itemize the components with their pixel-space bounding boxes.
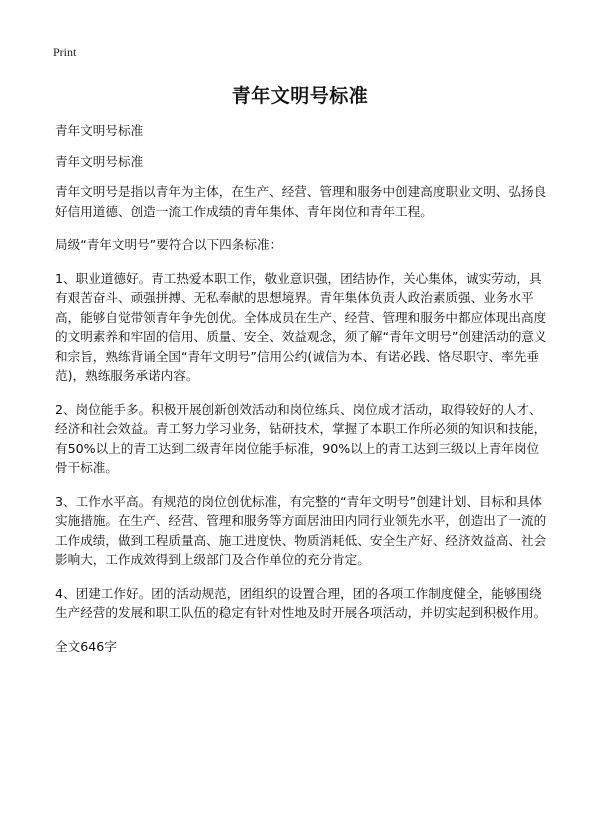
paragraph-subtitle-2: 青年文明号标准 [55,153,144,169]
paragraph-standard-4: 4、团建工作好。团的活动规范，团组织的设置合理，团的各项工作制度健全，能够围绕生产经营的发展和职工队伍的稳定有针对性地及时开展各项活动，并切实起到积极作用。 [55,585,547,620]
paragraph-standard-3: 3、工作水平高。有规范的岗位创优标准，有完整的“青年文明号”创建计划、目标和具体实施措施。在生产、经营、管理和服务等方面居油田内同行业领先水平，创造出了一流的工作成绩，做到工程质量高、施工进度快、物质消耗低、安全生产好、经济效益高、社会影响大，工作成效得到上级部门及合作单位的充分肯定。 [55,493,547,567]
paragraph-subtitle-1: 青年文明号标准 [55,123,144,138]
paragraph-standard-1: 1、职业道德好。青工热爱本职工作，敬业意识强，团结协作，关心集体，诚实劳动，具有艰苦奋斗、顽强拼搏、无私奉献的思想境界。青年集体负责人政治素质强、业务水平高，能够自觉带领青年争先创优。全体成员在生产、经营、管理和服务中都应体现出高度的文明素养和牢固的信用、质量、安全、效益观念，须了解“青年文明号”创建活动的意义和宗旨，熟练背诵全国“青年文明号”信用公约(诚信为本、有诺必践、恪尽职守、率先垂范)，熟练服务承诺内容。 [55,270,547,383]
document-title: 青年文明号标准 [231,85,369,107]
document-body [55,121,551,670]
paragraph-standard-2: 2、岗位能手多。积极开展创新创效活动和岗位练兵、岗位成才活动，取得较好的人才、经济和社会效益。青工努力学习业务，钻研技术，掌握了本职工作所必须的知识和技能，有50%以上的青工达到二级青年岗位能手标准，90%以上的青工达到三级以上青年岗位骨干标准。 [55,401,547,475]
paragraph-intro: 局级“青年文明号”要符合以下四条标准： [55,237,283,252]
print-label: Print [53,45,77,59]
word-count: 全文646字 [55,638,117,654]
paragraph-definition: 青年文明号是指以青年为主体，在生产、经营、管理和服务中创建高度职业文明、弘扬良好信用道德、创造一流工作成绩的青年集体、青年岗位和青年工程。 [55,184,547,219]
